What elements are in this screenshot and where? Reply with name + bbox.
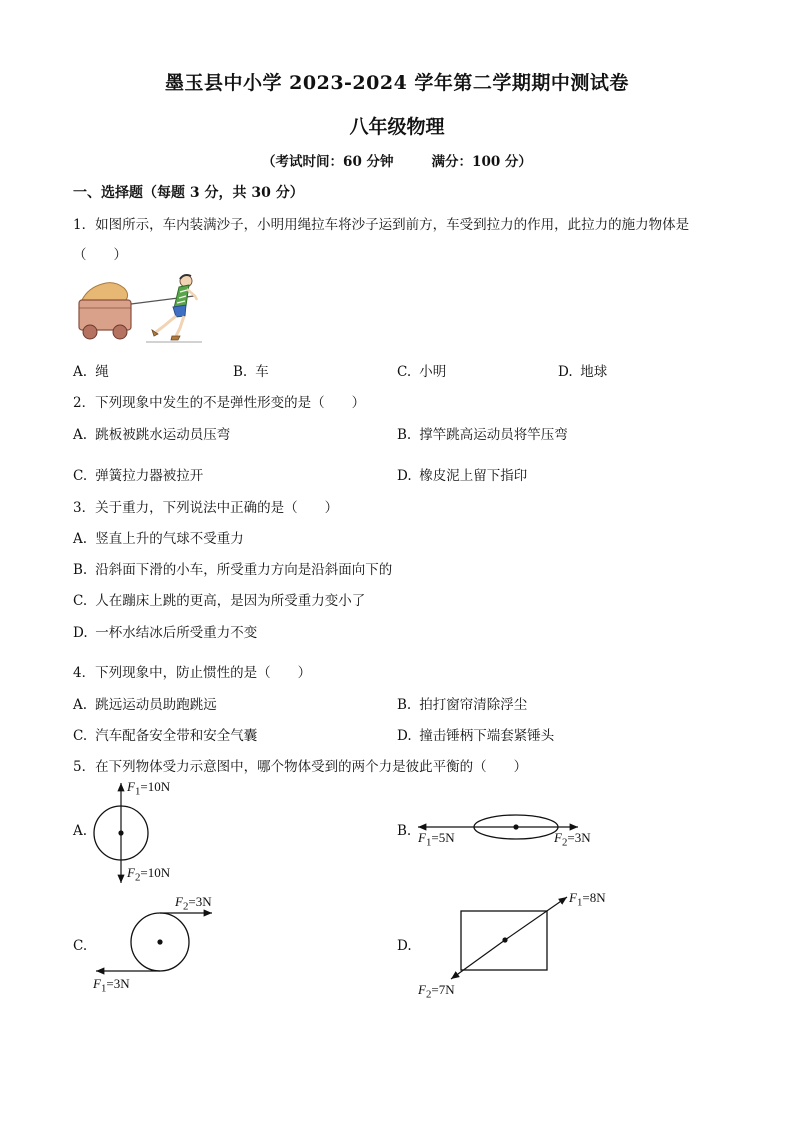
q2-option-a[interactable]: A. 跳板被跳水运动员压弯: [73, 427, 231, 443]
q4-option-c[interactable]: C. 汽车配备安全带和安全气囊: [73, 728, 258, 744]
exam-title: 墨玉县中小学 2023-2024 学年第二学期期中测试卷: [165, 72, 629, 94]
q3-option-c[interactable]: C. 人在蹦床上跳的更高，是因为所受重力变小了: [73, 593, 366, 609]
q1-option-d[interactable]: D. 地球: [558, 364, 608, 380]
q3-option-d[interactable]: D. 一杯水结冰后所受重力不变: [73, 625, 258, 641]
q5-b-f1-label: $F_1=5N$: [418, 830, 455, 849]
q1-stem-paren: （ ）: [73, 247, 127, 263]
q5-diagram-c: [90, 905, 220, 980]
q5-diagram-d: [445, 893, 575, 985]
q1-option-c[interactable]: C. 小明: [397, 364, 447, 380]
q4-option-b[interactable]: B. 拍打窗帘清除浮尘: [397, 697, 528, 713]
q5-stem: 5．在下列物体受力示意图中，哪个物体受到的两个力是彼此平衡的（ ）: [73, 759, 528, 775]
q5-c-f2-label: $F_2=3N$: [175, 894, 212, 913]
q1-option-b[interactable]: B. 车: [233, 364, 269, 380]
full-score: 满分：100 分）: [431, 154, 532, 170]
q5-option-a-key[interactable]: A.: [73, 823, 88, 839]
q5-option-d-key[interactable]: D.: [397, 938, 412, 954]
q5-d-f1-label: $F_1=8N$: [569, 890, 606, 909]
q3-stem: 3．关于重力，下列说法中正确的是（ ）: [73, 500, 339, 516]
section-heading: 一、选择题（每题 3 分，共 30 分）: [73, 185, 304, 201]
q4-stem: 4．下列现象中，防止惯性的是（ ）: [73, 665, 312, 681]
q1-stem: 1．如图所示，车内装满沙子，小明用绳拉车将沙子运到前方，车受到拉力的作用，此拉力的施力物体是: [73, 217, 690, 233]
q5-option-b-key[interactable]: B.: [397, 823, 412, 839]
q4-option-d[interactable]: D. 撞击锤柄下端套紧锤头: [397, 728, 555, 744]
q2-stem: 2．下列现象中发生的不是弹性形变的是（ ）: [73, 395, 366, 411]
q5-b-f2-label: $F_2=3N$: [554, 830, 591, 849]
q3-option-b[interactable]: B. 沿斜面下滑的小车，所受重力方向是沿斜面向下的: [73, 562, 393, 578]
q5-d-f2-label: $F_2=7N$: [418, 982, 455, 1001]
q2-option-c[interactable]: C. 弹簧拉力器被拉开: [73, 468, 204, 484]
cart-pulling-illustration: [76, 270, 216, 346]
q5-option-c-key[interactable]: C.: [73, 938, 88, 954]
q5-a-f1-label: $F_1=10N$: [127, 779, 171, 798]
q5-c-f1-label: $F_1=3N$: [93, 976, 130, 995]
q2-option-d[interactable]: D. 橡皮泥上留下指印: [397, 468, 528, 484]
q3-option-a[interactable]: A. 竖直上升的气球不受重力: [73, 531, 244, 547]
q4-option-a[interactable]: A. 跳远运动员助跑跳远: [73, 697, 217, 713]
q5-a-f2-label: $F_2=10N$: [127, 865, 171, 884]
q1-option-a[interactable]: A. 绳: [73, 364, 109, 380]
exam-info: [0, 150, 794, 170]
q2-option-b[interactable]: B. 撑竿跳高运动员将竿压弯: [397, 427, 568, 443]
exam-time: （考试时间：60 分钟: [262, 154, 394, 170]
exam-subtitle: 八年级物理: [349, 116, 445, 138]
